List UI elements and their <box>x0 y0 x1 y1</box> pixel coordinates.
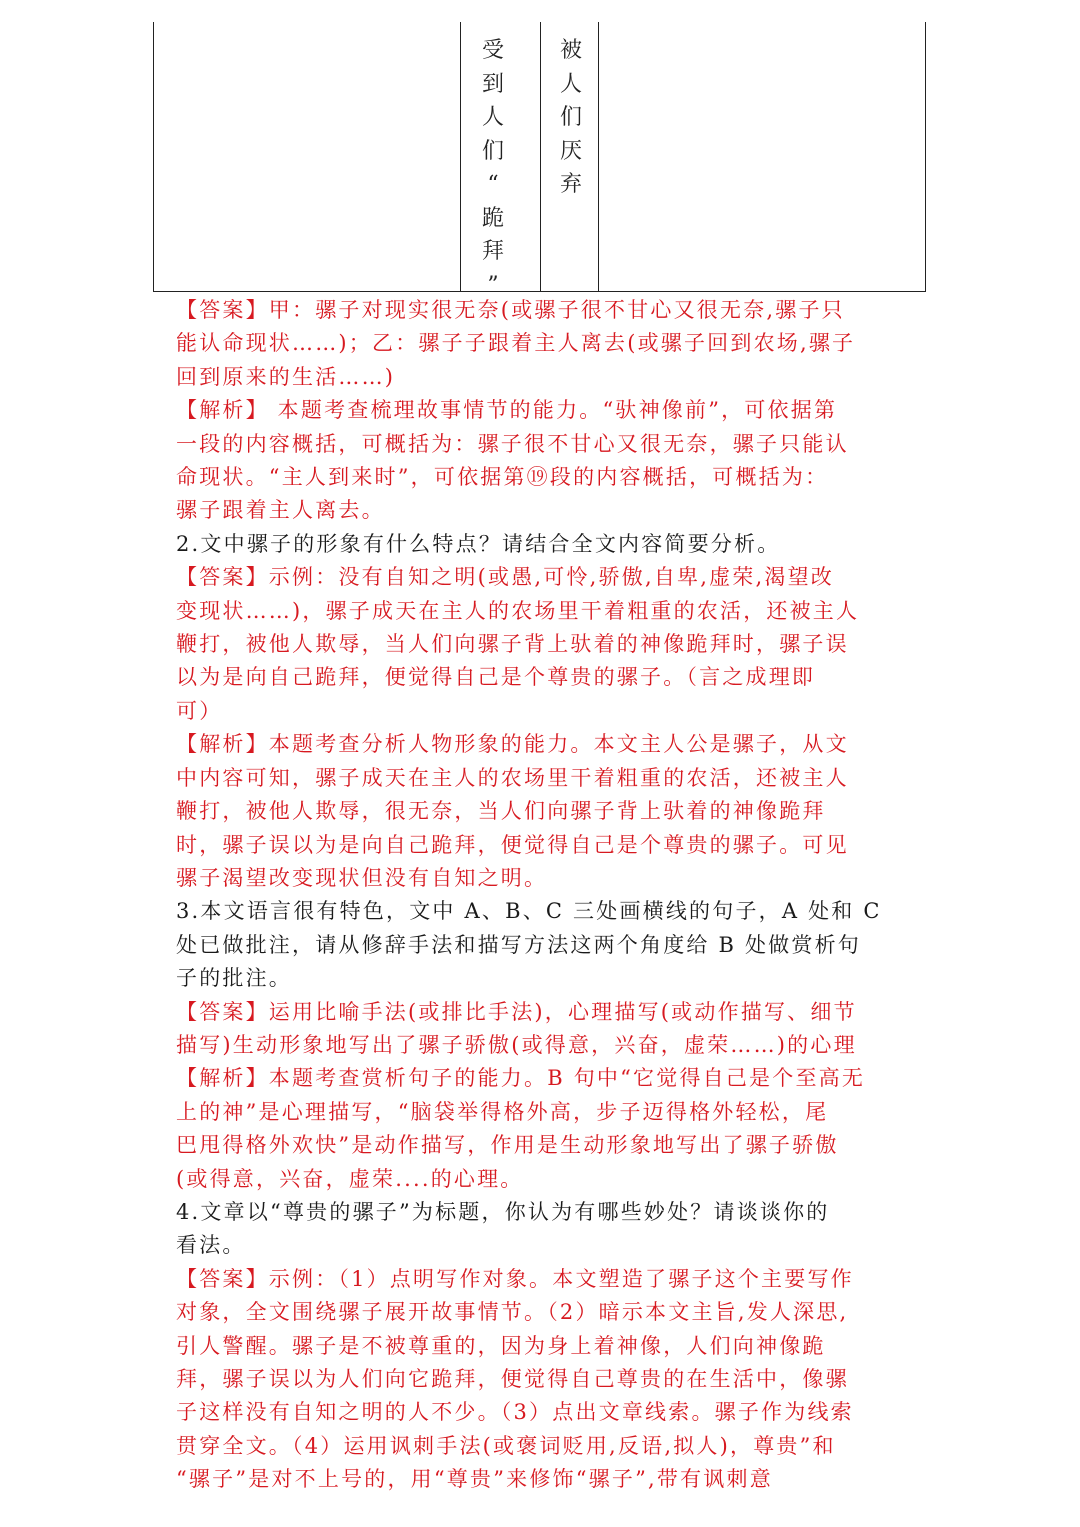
text-line: 3.本文语言很有特色，文中 A、B、C 三处画横线的句子，A 处和 C <box>176 899 882 924</box>
table-char: 们 <box>481 138 504 164</box>
text-line: 拜，骡子误以为人们向它跪拜，便觉得自己尊贵的在生活中，像骡 <box>176 1367 849 1391</box>
text-line: 【解析】本题考查赏析句子的能力。B 句中“它觉得自己是个至高无 <box>176 1066 866 1091</box>
question-paragraph <box>176 1196 916 1263</box>
answer-paragraph <box>176 561 916 728</box>
answer-paragraph <box>176 728 916 895</box>
text-line: 【答案】甲：骡子对现实很无奈(或骡子很不甘心又很无奈,骡子只 <box>176 298 845 322</box>
table-char: 厌 <box>559 138 582 164</box>
text-line: 对象，全文围绕骡子展开故事情节。（2）暗示本文主旨,发人深思, <box>176 1300 849 1325</box>
text-line: 中内容可知，骡子成天在主人的农场里干着粗重的农活，还被主人 <box>176 765 849 790</box>
text-line: 子的批注。 <box>176 966 292 991</box>
text-line: 看法。 <box>176 1233 246 1258</box>
table-char: 们 <box>559 105 582 130</box>
text-line: 骡子跟着主人离去。 <box>176 498 385 523</box>
text-line: 命现状。“主人到来时”，可依据第⑲段的内容概括，可概括为： <box>176 465 829 490</box>
answer-paragraph <box>176 1263 916 1497</box>
table-char: ” <box>487 272 499 298</box>
text-line: 能认命现状……)；乙：骡子子跟着主人离去(或骡子回到农场,骡子 <box>176 331 856 356</box>
question-paragraph <box>176 895 916 995</box>
table-fragment <box>153 22 926 298</box>
text-line: “骡子”是对不上号的，用“尊贵”来修饰“骡子”,带有讽刺意 <box>176 1467 773 1492</box>
text-line: 引人警醒。骡子是不被尊重的，因为身上着神像，人们向神像跪 <box>176 1333 826 1358</box>
table-divider <box>460 22 461 291</box>
text-line: 处已做批注，请从修辞手法和描写方法这两个角度给 B 处做赏析句 <box>176 932 861 957</box>
table-char: 到 <box>481 71 504 97</box>
text-line: (或得意，兴奋，虚荣....的心理。 <box>176 1166 524 1191</box>
text-line: 骡子渴望改变现状但没有自知之明。 <box>176 865 548 890</box>
text-line: 时，骡子误以为是向自己跪拜，便觉得自己是个尊贵的骡子。可见 <box>176 832 849 857</box>
answer-paragraph <box>176 394 916 528</box>
text-line: 2.文中骡子的形象有什么特点？请结合全文内容简要分析。 <box>176 531 781 556</box>
table-char: 受 <box>481 38 504 63</box>
text-line: 回到原来的生活……) <box>176 364 396 389</box>
table-char: 拜 <box>481 239 504 264</box>
text-line: 上的神”是心理描写，“脑袋举得格外高，步子迈得格外轻松，尾 <box>176 1099 829 1124</box>
text-line: 一段的内容概括，可概括为：骡子很不甘心又很无奈，骡子只能认 <box>176 431 849 456</box>
table-char: 被 <box>559 38 582 63</box>
table-char: 人 <box>481 105 504 130</box>
text-line: 【解析】 本题考查梳理故事情节的能力。“驮神像前”，可依据第 <box>176 398 838 423</box>
text-line: 可） <box>176 698 223 723</box>
text-line: 【解析】本题考查分析人物形象的能力。本文主人公是骡子，从文 <box>176 732 849 757</box>
table-char: 弃 <box>559 172 582 197</box>
question-paragraph <box>176 528 916 561</box>
text-line: 变现状……)，骡子成天在主人的农场里干着粗重的农活，还被主人 <box>176 598 860 623</box>
answer-paragraph <box>176 1062 916 1196</box>
text-line: 【答案】示例：没有自知之明(或愚,可怜,骄傲,自卑,虚荣,渴望改 <box>176 565 834 590</box>
table-divider <box>598 22 599 291</box>
text-line: 【答案】运用比喻手法(或排比手法)，心理描写(或动作描写、细节 <box>176 999 857 1024</box>
table-cell-vertical-text-b <box>551 34 591 202</box>
answer-paragraph <box>176 996 916 1063</box>
text-line: 4.文章以“尊贵的骡子”为标题，你认为有哪些妙处？请谈谈你的 <box>176 1199 830 1224</box>
text-line: 巴甩得格外欢快”是动作描写，作用是生动形象地写出了骡子骄傲 <box>176 1133 839 1158</box>
table-char: 人 <box>559 71 582 97</box>
table-char: “ <box>487 172 499 197</box>
text-line: 描写)生动形象地写出了骡子骄傲(或得意，兴奋，虚荣……)的心理 <box>176 1032 857 1057</box>
table-cell-vertical-text-a <box>473 34 513 302</box>
text-line: 以为是向自己跪拜，便觉得自己是个尊贵的骡子。（言之成理即 <box>176 665 816 690</box>
text-line: 子这样没有自知之明的人不少。（3）点出文章线索。骡子作为线索 <box>176 1400 854 1425</box>
text-line: 【答案】示例：（1）点明写作对象。本文塑造了骡子这个主要写作 <box>176 1266 854 1291</box>
text-line: 鞭打，被他人欺辱，当人们向骡子背上驮着的神像跪拜时，骡子误 <box>176 632 849 657</box>
answer-paragraph <box>176 294 916 394</box>
answer-content <box>176 294 916 1497</box>
text-line: 贯穿全文。（4）运用讽刺手法(或褒词贬用,反语,拟人)，尊贵”和 <box>176 1433 836 1458</box>
text-line: 鞭打，被他人欺辱，很无奈，当人们向骡子背上驮着的神像跪拜 <box>176 799 826 824</box>
table-divider <box>540 22 541 291</box>
table-char: 跪 <box>481 205 504 231</box>
